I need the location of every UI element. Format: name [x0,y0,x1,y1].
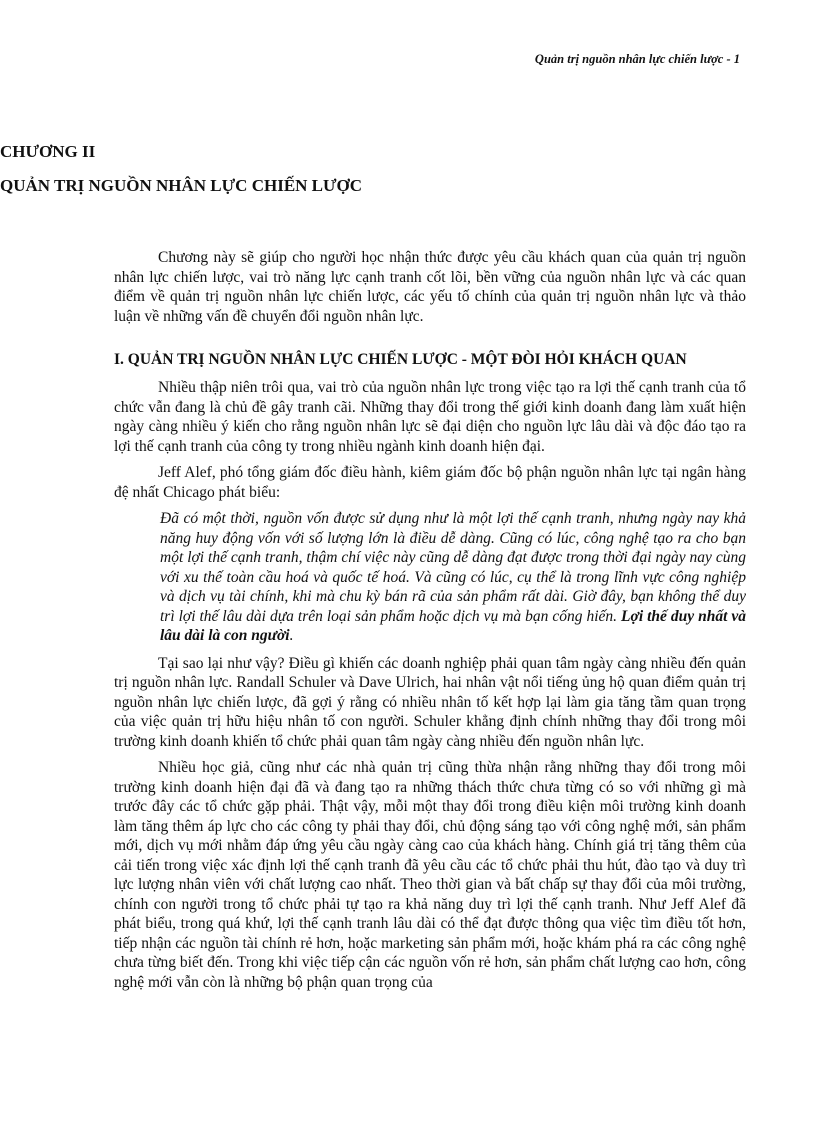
block-quote [114,509,746,646]
quote-emphasis: Lợi thế duy nhất và lâu dài là con người [160,607,747,644]
section-heading: I. QUẢN TRỊ NGUỒN NHÂN LỰC CHIẾN LƯỢC - MỘT ĐÒI HỎI KHÁCH QUAN [114,351,687,368]
chapter-heading [0,141,816,197]
quote-end: . [289,627,294,644]
chapter-label: CHƯƠNG II [0,142,96,161]
body-text [114,248,746,999]
intro-paragraph: Chương này sẽ giúp cho người học nhận thức được yêu cầu khách quan của quản trị nguồn nhân lực chiến lược, vai trò năng lực cạnh tranh cốt lõi, bền vững của nguồn nhân lực và các quan điểm về quản trị nguồn nhân lực chiến lược, các yếu tố chính của quản trị nguồn nhân lực và thảo luận về những vấn đề chuyển đổi nguồn nhân lực. [114,249,746,325]
paragraph-1: Nhiều thập niên trôi qua, vai trò của nguồn nhân lực trong việc tạo ra lợi thế cạnh tranh của tổ chức vẫn đang là chủ đề gây tranh cãi. Những thay đổi trong thế giới kinh doanh đang làm xuất hiện ngày càng nhiều ý kiến cho rằng nguồn nhân lực sẽ đại diện cho nguồn lực lâu dài và độc đáo tạo ra lợi thế cạnh tranh của công ty trong nhiều ngành kinh doanh hiện đại. [114,379,746,455]
chapter-title: QUẢN TRỊ NGUỒN NHÂN LỰC CHIẾN LƯỢC [0,176,363,195]
paragraph-3: Tại sao lại như vậy? Điều gì khiến các doanh nghiệp phải quan tâm ngày càng nhiều đến quản trị nguồn nhân lực. Randall Schuler và Dave Ulrich, hai nhân vật nổi tiếng ủng hộ quan điểm quản trị nguồn nhân lực chiến lược, đã gợi ý rằng có nhiều nhân tố kết hợp lại làm gia tăng tầm quan trọng của việc quản trị hữu hiệu nhân tố con người. Schuler khẳng định chính những thay đổi trong môi trường kinh doanh khiến tổ chức phải quan tâm ngày càng nhiều đến nguồn nhân lực. [114,654,746,750]
paragraph-4: Nhiều học giả, cũng như các nhà quản trị cũng thừa nhận rằng những thay đổi trong môi trường kinh doanh hiện đại đã và đang tạo ra những thách thức chưa từng có so với những gì mà trước đây các tổ chức gặp phải. Thật vậy, mỗi một thay đổi trong điều kiện môi trường kinh doanh làm tăng thêm áp lực cho các công ty phải thay đổi, chủ động sáng tạo với công nghệ mới, sản phẩm mới, dịch vụ mới nhằm đáp ứng yêu cầu ngày càng cao của khách hàng. Chính giá trị tăng thêm của cải tiến trong việc xác định lợi thế cạnh tranh đã yêu cầu các tổ chức phải thu hút, đào tạo và duy trì lực lượng nhân viên với chất lượng cao nhất. Theo thời gian và bất chấp sự thay đổi của môi trường, chính con người trong tổ chức phải tự tạo ra khả năng duy trì lợi thế cạnh tranh. Như Jeff Alef đã phát biểu, trong quá khứ, lợi thế cạnh tranh lâu dài có thể đạt được thông qua việc tìm điều tốt hơn, tiếp nhận các nguồn tài chính rẻ hơn, hoặc marketing sản phẩm mới, hoặc khám phá ra các công nghệ chưa từng biết đến. Trong khi việc tiếp cận các nguồn vốn rẻ hơn, sản phẩm chất lượng cao hơn, công nghệ mới vẫn còn là những bộ phận quan trọng của [114,759,746,991]
quote-text: Đã có một thời, nguồn vốn được sử dụng như là một lợi thế cạnh tranh, nhưng ngày nay khả năng huy động vốn với số lượng lớn là điều dễ dàng. Cũng có lúc, công nghệ tạo ra cho bạn một lợi thế cạnh tranh, thậm chí việc này cũng dễ dàng đạt được trong thời đại ngày nay cùng với xu thế toàn cầu hoá và quốc tế hoá. Và cũng có lúc, cụ thể là trong lĩnh vực công nghiệp và dịch vụ tài chính, khi mà chu kỳ bán rã của sản phẩm rất dài. Giờ đây, bạn không thể duy trì lợi thế lâu dài dựa trên loại sản phẩm hoặc dịch vụ mà bạn cống hiến. [160,510,746,625]
paragraph-2: Jeff Alef, phó tổng giám đốc điều hành, kiêm giám đốc bộ phận nguồn nhân lực tại ngân hàng đệ nhất Chicago phát biểu: [114,464,746,501]
running-header: Quản trị nguồn nhân lực chiến lược - 1 [534,52,740,66]
